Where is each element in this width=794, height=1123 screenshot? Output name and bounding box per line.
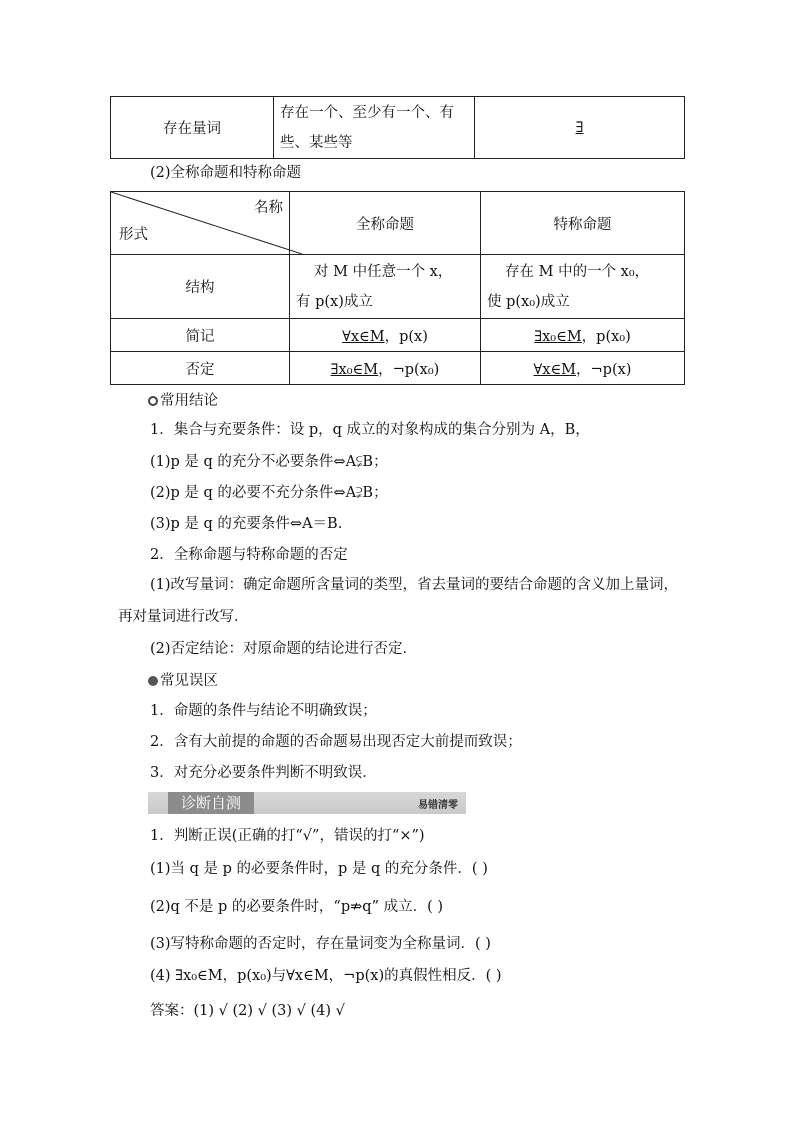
negation-existential xyxy=(481,352,685,385)
mistakes-heading xyxy=(148,669,218,690)
conclusions-heading-text: 常用结论 xyxy=(160,393,218,409)
examples-line-2: 些、某些等 xyxy=(280,134,353,151)
conclusion-item: 2．全称命题与特称命题的否定 xyxy=(150,547,348,563)
conclusion-item: 1．集合与充要条件：设 p，q 成立的对象构成的集合分别为 A，B， xyxy=(150,422,590,438)
section-2-title: (2)全称命题和特称命题 xyxy=(150,165,302,181)
selftest-subtitle: 易错清零 xyxy=(418,800,458,811)
short-existential xyxy=(481,319,685,352)
conclusion-item: (1)p 是 q 的充分不必要条件⇔A⫋B； xyxy=(150,454,388,470)
existential-symbol xyxy=(475,97,685,159)
proposition-table xyxy=(110,191,685,385)
header-existential: 特称命题 xyxy=(481,192,685,255)
selftest-banner xyxy=(148,792,466,814)
structure-existential-line-1: 存在 M 中的一个 x₀， xyxy=(505,263,650,280)
question-item xyxy=(150,897,443,917)
mistake-item: 2．含有大前提的命题的否命题易出现否定大前提而致误； xyxy=(150,734,522,750)
question-item: (1)当 q 是 p 的必要条件时，p 是 q 的充分条件．( ) xyxy=(150,861,488,877)
structure-universal xyxy=(290,255,481,319)
short-universal-rest: ，p(x) xyxy=(384,328,428,345)
target-icon xyxy=(148,396,158,406)
quantifier-table xyxy=(110,96,685,159)
short-universal xyxy=(290,319,481,352)
row-label-short: 简记 xyxy=(111,319,290,352)
negation-universal-rest: ，¬p(x₀) xyxy=(378,361,440,378)
mistake-item: 3．对充分必要条件判断不明致误． xyxy=(150,765,377,781)
question-2-text-b: ” 成立．( ) xyxy=(371,899,444,915)
conclusion-item: (3)p 是 q 的充要条件⇔A＝B. xyxy=(150,516,343,532)
row-label-existential: 存在量词 xyxy=(111,97,274,159)
question-2-symbol: p⇏q xyxy=(340,899,372,915)
conclusion-paragraph: (1)改写量词：确定命题所含量词的类型，省去量词的要结合命题的含义加上量词，再对量词进行改写． xyxy=(118,577,679,625)
selftest-intro: 1．判断正误(正确的打“√”，错误的打“×”) xyxy=(150,828,425,844)
structure-universal-line-1: 对 M 中任意一个 x， xyxy=(314,263,453,280)
negation-universal-quantifier: ∃x₀∈M xyxy=(330,361,379,378)
short-existential-rest: ，p(x₀) xyxy=(581,328,631,345)
header-universal: 全称命题 xyxy=(290,192,481,255)
symbol-text: ∃ xyxy=(575,119,584,136)
row-label-negation: 否定 xyxy=(111,352,290,385)
conclusion-item: (2)否定结论：对原命题的结论进行否定． xyxy=(150,641,418,657)
negation-existential-rest: ，¬p(x) xyxy=(576,361,632,378)
mistake-item: 1．命题的条件与结论不明确致误； xyxy=(150,703,377,719)
structure-existential-line-2: 使 p(x₀)成立 xyxy=(487,293,570,310)
corner-bottom-label: 形式 xyxy=(119,227,148,243)
short-existential-quantifier: ∃x₀∈M xyxy=(534,328,582,345)
corner-top-label: 名称 xyxy=(254,200,283,216)
negation-universal xyxy=(290,352,481,385)
warning-icon xyxy=(148,676,158,686)
mistakes-heading-text: 常见误区 xyxy=(160,673,218,689)
short-universal-quantifier: ∀x∈M xyxy=(342,328,385,345)
existential-examples xyxy=(274,97,475,159)
answer-line: 答案：(1) √ (2) √ (3) √ (4) √ xyxy=(150,1003,345,1019)
negation-existential-quantifier: ∀x∈M xyxy=(533,361,577,378)
row-label-structure: 结构 xyxy=(111,255,290,319)
conclusion-item: (2)p 是 q 的必要不充分条件⇔A⫌B； xyxy=(150,485,388,501)
question-2-text-a: (2)q 不是 p 的必要条件时，“ xyxy=(150,899,341,915)
corner-header xyxy=(111,192,290,255)
selftest-title: 诊断自测 xyxy=(168,792,254,814)
structure-universal-line-2: 有 p(x)成立 xyxy=(296,293,373,310)
structure-existential xyxy=(481,255,685,319)
question-item: (4) ∃x₀∈M，p(x₀)与∀x∈M，¬p(x)的真假性相反．( ) xyxy=(150,968,502,984)
examples-line-1: 存在一个、至少有一个、有 xyxy=(280,104,454,121)
conclusions-heading xyxy=(148,389,218,410)
question-item: (3)写特称命题的否定时，存在量词变为全称量词．( ) xyxy=(150,936,491,952)
